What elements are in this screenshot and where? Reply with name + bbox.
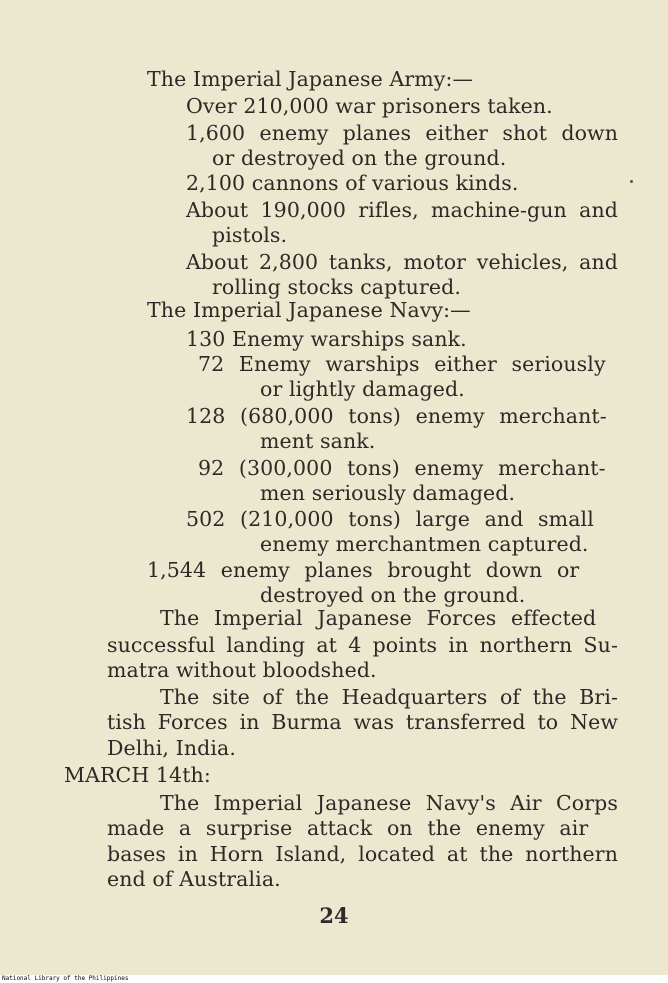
text-line: 128 (680,000 tons) enemy merchant- — [186, 404, 607, 428]
text-line: The site of the Headquarters of the Bri- — [160, 685, 618, 709]
text-line: About 190,000 rifles, machine-gun and — [186, 198, 618, 222]
text-line: 130 Enemy warships sank. — [186, 327, 467, 351]
text-line: successful landing at 4 points in northern Su- — [107, 633, 618, 657]
text-line: made a surprise attack on the enemy air — [107, 816, 589, 840]
text-line: rolling stocks captured. — [212, 275, 461, 299]
print-speck — [630, 180, 633, 183]
text-line: matra without bloodshed. — [107, 658, 377, 682]
text-line: The Imperial Japanese Navy:— — [147, 298, 471, 322]
text-line: 502 (210,000 tons) large and small — [186, 507, 594, 531]
text-line: destroyed on the ground. — [260, 583, 526, 607]
text-line: 1,544 enemy planes brought down or — [147, 558, 580, 582]
text-line: Delhi, India. — [107, 736, 236, 760]
text-line: enemy merchantmen captured. — [260, 532, 589, 556]
page-number: 24 — [319, 903, 349, 928]
library-credit: National Library of the Philippines — [2, 975, 129, 982]
text-line: tish Forces in Burma was transferred to New — [107, 710, 618, 734]
text-line: pistols. — [212, 223, 288, 247]
text-line: 92 (300,000 tons) enemy merchant- — [198, 456, 606, 480]
text-line: The Imperial Japanese Army:— — [147, 67, 474, 91]
text-line: About 2,800 tanks, motor vehicles, and — [186, 250, 618, 274]
text-line: or destroyed on the ground. — [212, 146, 507, 170]
text-line: Over 210,000 war prisoners taken. — [186, 94, 553, 118]
text-line: 1,600 enemy planes either shot down — [186, 121, 618, 145]
text-line: ment sank. — [260, 429, 376, 453]
text-line: MARCH 14th: — [64, 763, 211, 787]
text-line: The Imperial Japanese Forces effected — [160, 606, 597, 630]
text-line: bases in Horn Island, located at the northern — [107, 842, 618, 866]
text-line: The Imperial Japanese Navy's Air Corps — [160, 791, 618, 815]
text-line: or lightly damaged. — [260, 377, 465, 401]
text-line: end of Australia. — [107, 867, 281, 891]
text-line: 2,100 cannons of various kinds. — [186, 171, 519, 195]
text-line: men seriously damaged. — [260, 481, 516, 505]
text-line: 72 Enemy warships either seriously — [198, 352, 606, 376]
